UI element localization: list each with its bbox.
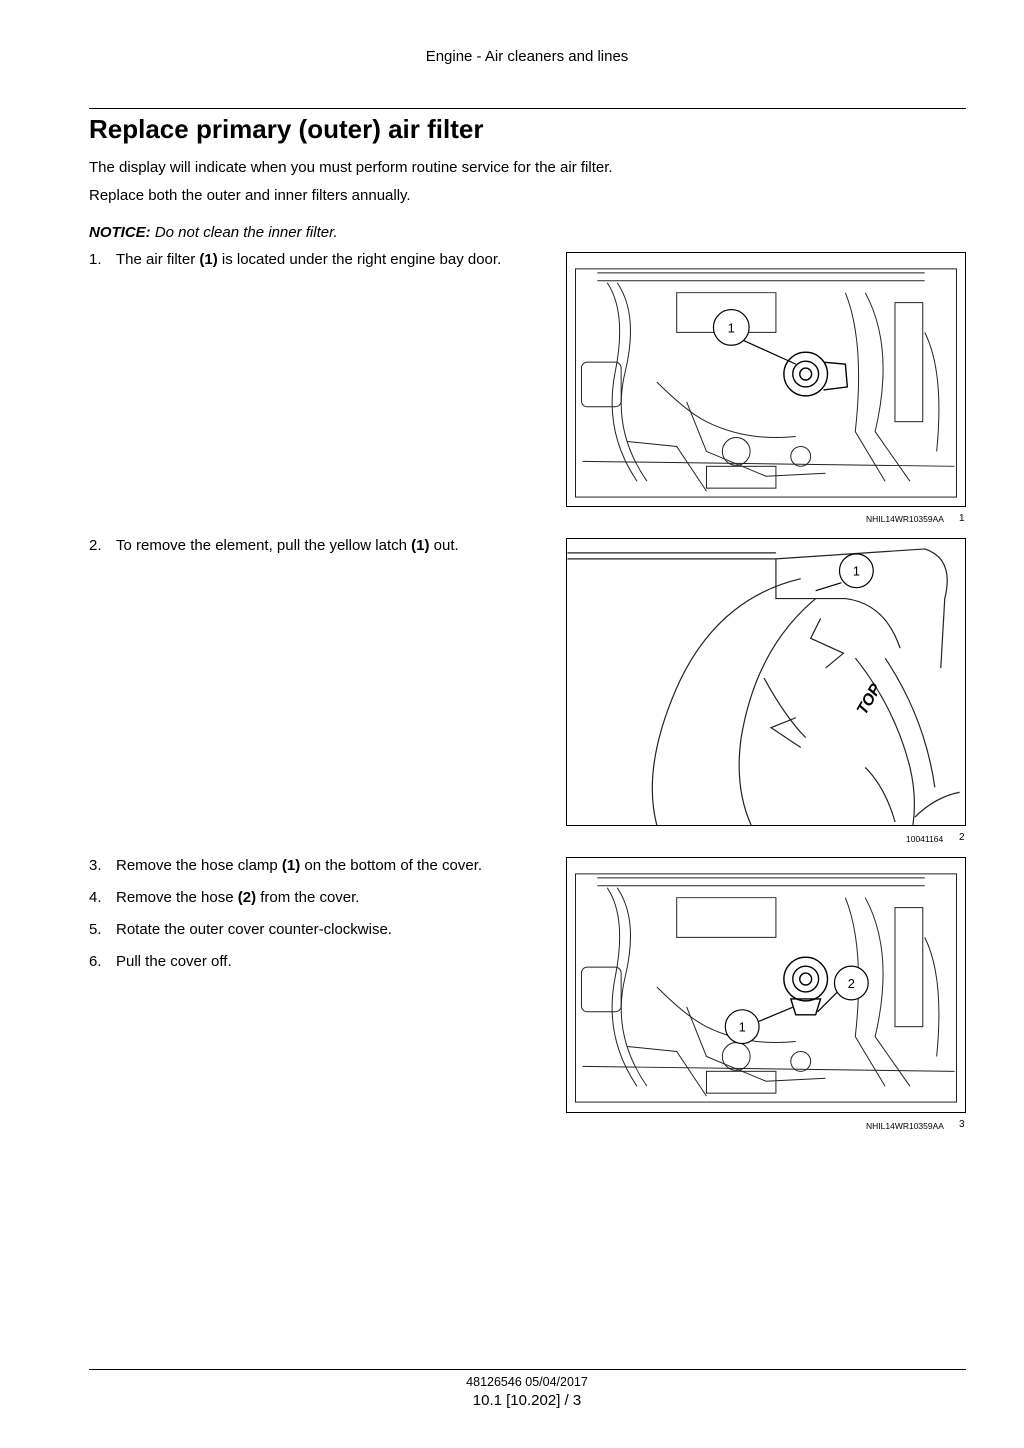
figure-code: NHIL14WR10359AA — [866, 1121, 944, 1131]
step-text: To remove the element, pull the yellow latch — [116, 537, 412, 554]
step-number: 3. — [89, 857, 102, 874]
step-number: 1. — [89, 251, 102, 268]
step-text: from the cover. — [256, 889, 360, 906]
step-ref: (2) — [237, 889, 257, 906]
step-text: on the bottom of the cover. — [300, 857, 483, 874]
step-text: Rotate the outer cover counter-clockwise. — [116, 921, 392, 938]
engine-bay-illustration — [567, 253, 965, 506]
step-number: 6. — [89, 953, 102, 970]
hose-clamp-illustration — [567, 858, 965, 1112]
callout-label: 1 — [738, 1019, 746, 1035]
step-ref: (1) — [199, 251, 218, 268]
latch-illustration — [567, 539, 965, 825]
step-text: is located under the right engine bay door. — [217, 251, 502, 268]
footer-rule — [89, 1369, 966, 1370]
figure-engine-bay — [566, 252, 966, 507]
step-number: 2. — [89, 537, 102, 554]
callout-label: 1 — [852, 563, 860, 579]
step-ref: (1) — [281, 857, 301, 874]
footer-doc-code: 48126546 05/04/2017 — [466, 1375, 588, 1389]
header-rule — [89, 108, 966, 109]
callout-label: 1 — [727, 320, 735, 336]
step-text: Remove the hose clamp — [116, 857, 282, 874]
intro-paragraph: Replace both the outer and inner filters annually. — [89, 187, 411, 204]
figure-number: 3 — [959, 1119, 965, 1130]
callout-label: 2 — [847, 975, 855, 991]
figure-number: 2 — [959, 832, 965, 843]
step-text: Remove the hose — [116, 889, 238, 906]
footer-page-number: 10.1 [10.202] / 3 — [472, 1392, 582, 1409]
intro-paragraph: The display will indicate when you must perform routine service for the air filter. — [89, 159, 613, 176]
figure-latch — [566, 538, 966, 826]
figure-number: 1 — [959, 513, 965, 524]
step-text: out. — [429, 537, 459, 554]
step-number: 4. — [89, 889, 102, 906]
tire-mark: TOP — [854, 681, 885, 718]
page-title: Replace primary (outer) air filter — [89, 114, 484, 144]
running-header: Engine - Air cleaners and lines — [425, 48, 629, 65]
figure-code: 10041164 — [906, 834, 944, 844]
step-number: 5. — [89, 921, 102, 938]
step-text: The air filter — [116, 251, 200, 268]
figure-hose-clamp — [566, 857, 966, 1113]
step-ref: (1) — [411, 537, 430, 554]
figure-code: NHIL14WR10359AA — [866, 514, 944, 524]
notice-label: NOTICE: — [89, 224, 151, 241]
notice — [89, 224, 338, 241]
notice-text: Do not clean the inner filter. — [150, 224, 338, 241]
step-text: Pull the cover off. — [116, 953, 232, 970]
